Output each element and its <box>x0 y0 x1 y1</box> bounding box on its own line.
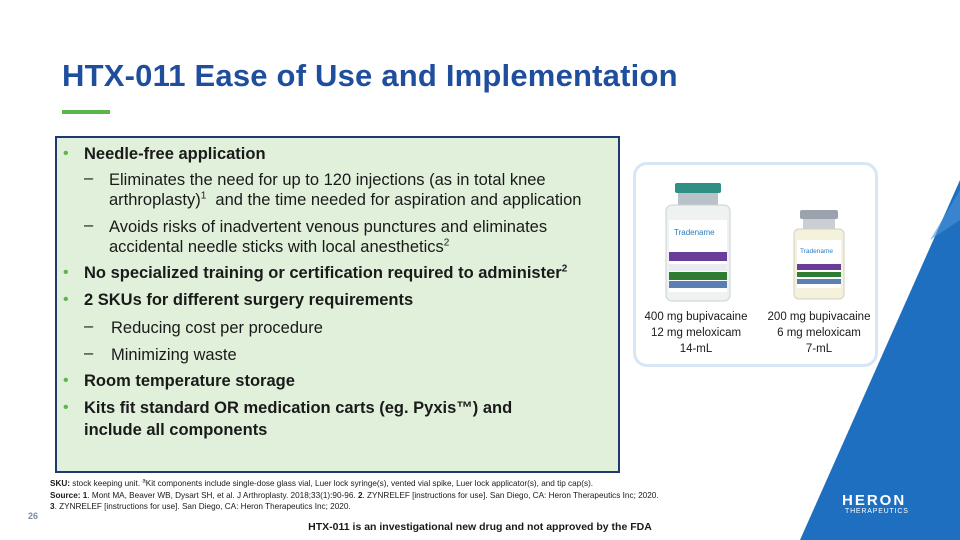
bullet-kits-line2: include all components <box>84 421 268 439</box>
sub-bullet-dash: – <box>84 169 94 187</box>
ref-number: 3 <box>50 502 55 511</box>
product-dose-bupivacaine: 400 mg bupivacaine <box>644 311 748 323</box>
vial-label-text: Tradename <box>674 228 715 237</box>
ref-text: . ZYNRELEF [instructions for use]. San Diego, CA: Heron Therapeutics Inc; 2020. <box>54 502 351 511</box>
fda-disclaimer: HTX-011 is an investigational new drug and not approved by the FDA <box>308 521 652 533</box>
bullet-dot: • <box>63 145 69 162</box>
product-dose-meloxicam: 12 mg meloxicam <box>650 327 742 339</box>
sub-bullet-risks-line1: Avoids risks of inadvertent venous punctures and eliminates <box>109 218 548 236</box>
product-volume: 7-mL <box>805 343 833 355</box>
bullet-dot: • <box>63 372 69 389</box>
footnote-sku <box>50 478 770 490</box>
footnote-ref: 1 <box>200 190 207 202</box>
footnote-sources <box>50 490 770 502</box>
bullet-room-temp: Room temperature storage <box>84 372 295 390</box>
footnote-label: Source: <box>50 490 83 500</box>
product-volume: 14-mL <box>679 343 713 355</box>
sub-bullet-injections-line2 <box>109 189 581 211</box>
sub-bullet-injections-line1: Eliminates the need for up to 120 injections (as in total knee <box>109 171 546 189</box>
ref-number: 1 <box>82 490 88 500</box>
heron-logo-text: HERON <box>842 492 907 509</box>
footnote-ref: 2 <box>443 237 450 249</box>
brand-corner-shape <box>800 180 960 540</box>
bullet-no-training-text: No specialized training or certification required to administer <box>84 264 562 282</box>
product-dose-bupivacaine: 200 mg bupivacaine <box>767 311 871 323</box>
footnote-text: stock keeping unit. <box>70 479 143 488</box>
sub-bullet-dash: – <box>84 317 94 335</box>
sub-bullet-injections-text-cont: and the time needed for aspiration and application <box>206 191 582 209</box>
footnote-label: SKU: <box>50 479 71 488</box>
bullet-dot: • <box>63 399 69 416</box>
bullet-no-training <box>84 262 567 284</box>
bullet-dot: • <box>63 264 69 281</box>
bullet-kits-line1: Kits fit standard OR medication carts (eg. Pyxis™) and <box>84 399 513 417</box>
sub-bullet-dash: – <box>84 216 94 234</box>
product-400mg-caption <box>631 309 761 357</box>
sub-bullet-risks-line2 <box>109 236 449 258</box>
footnote-ref: 2 <box>561 263 568 275</box>
product-dose-meloxicam: 6 mg meloxicam <box>777 327 861 339</box>
heron-logo-subtext: THERAPEUTICS <box>845 508 909 515</box>
sub-bullet-dash: – <box>84 344 94 362</box>
vial-label-text: Tradename <box>800 248 833 255</box>
slide-title: HTX-011 Ease of Use and Implementation <box>62 58 678 93</box>
sub-bullet-waste: Minimizing waste <box>111 346 237 364</box>
ref-text: . Mont MA, Beaver WB, Dysart SH, et al. J Arthroplasty. 2018;33(1):90-96. <box>87 490 358 500</box>
title-underline <box>62 110 110 114</box>
sub-bullet-cost: Reducing cost per procedure <box>111 319 323 337</box>
ref-text: . ZYNRELEF [instructions for use]. San Diego, CA: Heron Therapeutics Inc; 2020. <box>362 490 659 500</box>
ref-number: 2 <box>357 490 363 500</box>
sub-bullet-risks-text: accidental needle sticks with local anesthetics <box>109 238 444 256</box>
bullet-needle-free: Needle-free application <box>84 145 266 163</box>
footnote-ref3 <box>50 501 770 513</box>
page-number: 26 <box>28 511 39 521</box>
footnote-ref: a <box>142 478 146 485</box>
footnote-text: Kit components include single-dose glass vial, Luer lock syringe(s), vented vial spike, Luer lock applicator(s), and tip cap(s). <box>145 479 594 488</box>
sub-bullet-injections-text: arthroplasty) <box>109 191 201 209</box>
footnotes <box>50 478 770 513</box>
bullet-dot: • <box>63 291 69 308</box>
feature-box <box>55 136 620 473</box>
vial-400mg-image <box>660 180 740 305</box>
bullet-skus: 2 SKUs for different surgery requirements <box>84 291 414 309</box>
